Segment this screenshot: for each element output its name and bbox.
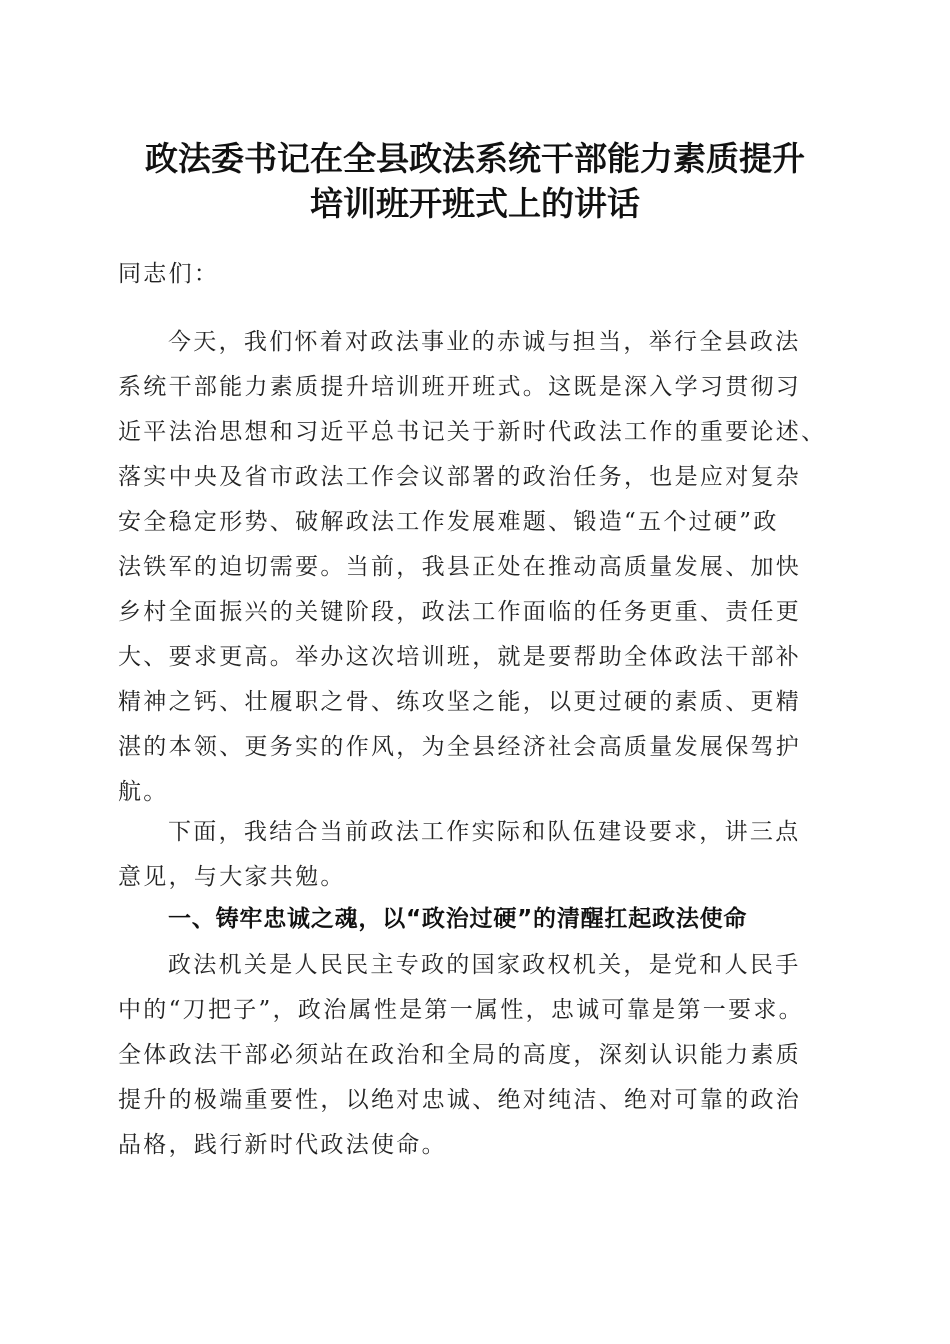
paragraph-line: 精神之钙、壮履职之骨、练攻坚之能，以更过硬的素质、更精 bbox=[118, 689, 802, 715]
section-heading-text: 一、铸牢忠诚之魂，以“政治过硬”的清醒扛起政法使命 bbox=[168, 906, 748, 932]
paragraph-line: 全体政法干部必须站在政治和全局的高度，深刻认识能力素质 bbox=[118, 1042, 802, 1068]
document-title-line-1: 政法委书记在全县政法系统干部能力素质提升 bbox=[145, 139, 805, 178]
paragraph-line: 意见，与大家共勉。 bbox=[118, 864, 346, 890]
paragraph-line: 大、要求更高。举办这次培训班，就是要帮助全体政法干部补 bbox=[118, 644, 802, 670]
paragraph-line: 安全稳定形势、破解政法工作发展难题、锻造“五个过硬”政 bbox=[118, 509, 779, 535]
paragraph-line: 品格，践行新时代政法使命。 bbox=[118, 1132, 447, 1158]
salutation-text: 同志们： bbox=[118, 261, 220, 287]
paragraph-line: 政法机关是人民民主专政的国家政权机关，是党和人民手 bbox=[168, 952, 801, 978]
paragraph-line: 系统干部能力素质提升培训班开班式。这既是深入学习贯彻习 bbox=[118, 374, 802, 400]
paragraph-line: 落实中央及省市政法工作会议部署的政治任务，也是应对复杂 bbox=[118, 464, 802, 490]
paragraph-section-1 bbox=[118, 943, 838, 1168]
salutation bbox=[118, 252, 838, 297]
paragraph-intro bbox=[118, 810, 838, 900]
paragraph-opening bbox=[118, 320, 838, 815]
document-title-line-2: 培训班开班式上的讲话 bbox=[310, 184, 640, 223]
paragraph-line: 航。 bbox=[118, 779, 169, 805]
paragraph-line: 法铁军的迫切需要。当前，我县正处在推动高质量发展、加快 bbox=[118, 554, 802, 580]
paragraph-line: 提升的极端重要性，以绝对忠诚、绝对纯洁、绝对可靠的政治 bbox=[118, 1087, 802, 1113]
paragraph-line: 近平法治思想和习近平总书记关于新时代政法工作的重要论述、 bbox=[118, 419, 827, 445]
paragraph-line: 乡村全面振兴的关键阶段，政法工作面临的任务更重、责任更 bbox=[118, 599, 802, 625]
paragraph-line: 中的“刀把子”，政治属性是第一属性，忠诚可靠是第一要求。 bbox=[118, 997, 804, 1023]
section-heading-1 bbox=[118, 897, 838, 942]
paragraph-line: 湛的本领、更务实的作风，为全县经济社会高质量发展保驾护 bbox=[118, 734, 802, 760]
paragraph-line: 今天，我们怀着对政法事业的赤诚与担当，举行全县政法 bbox=[168, 329, 801, 355]
paragraph-line: 下面，我结合当前政法工作实际和队伍建设要求，讲三点 bbox=[168, 819, 801, 845]
